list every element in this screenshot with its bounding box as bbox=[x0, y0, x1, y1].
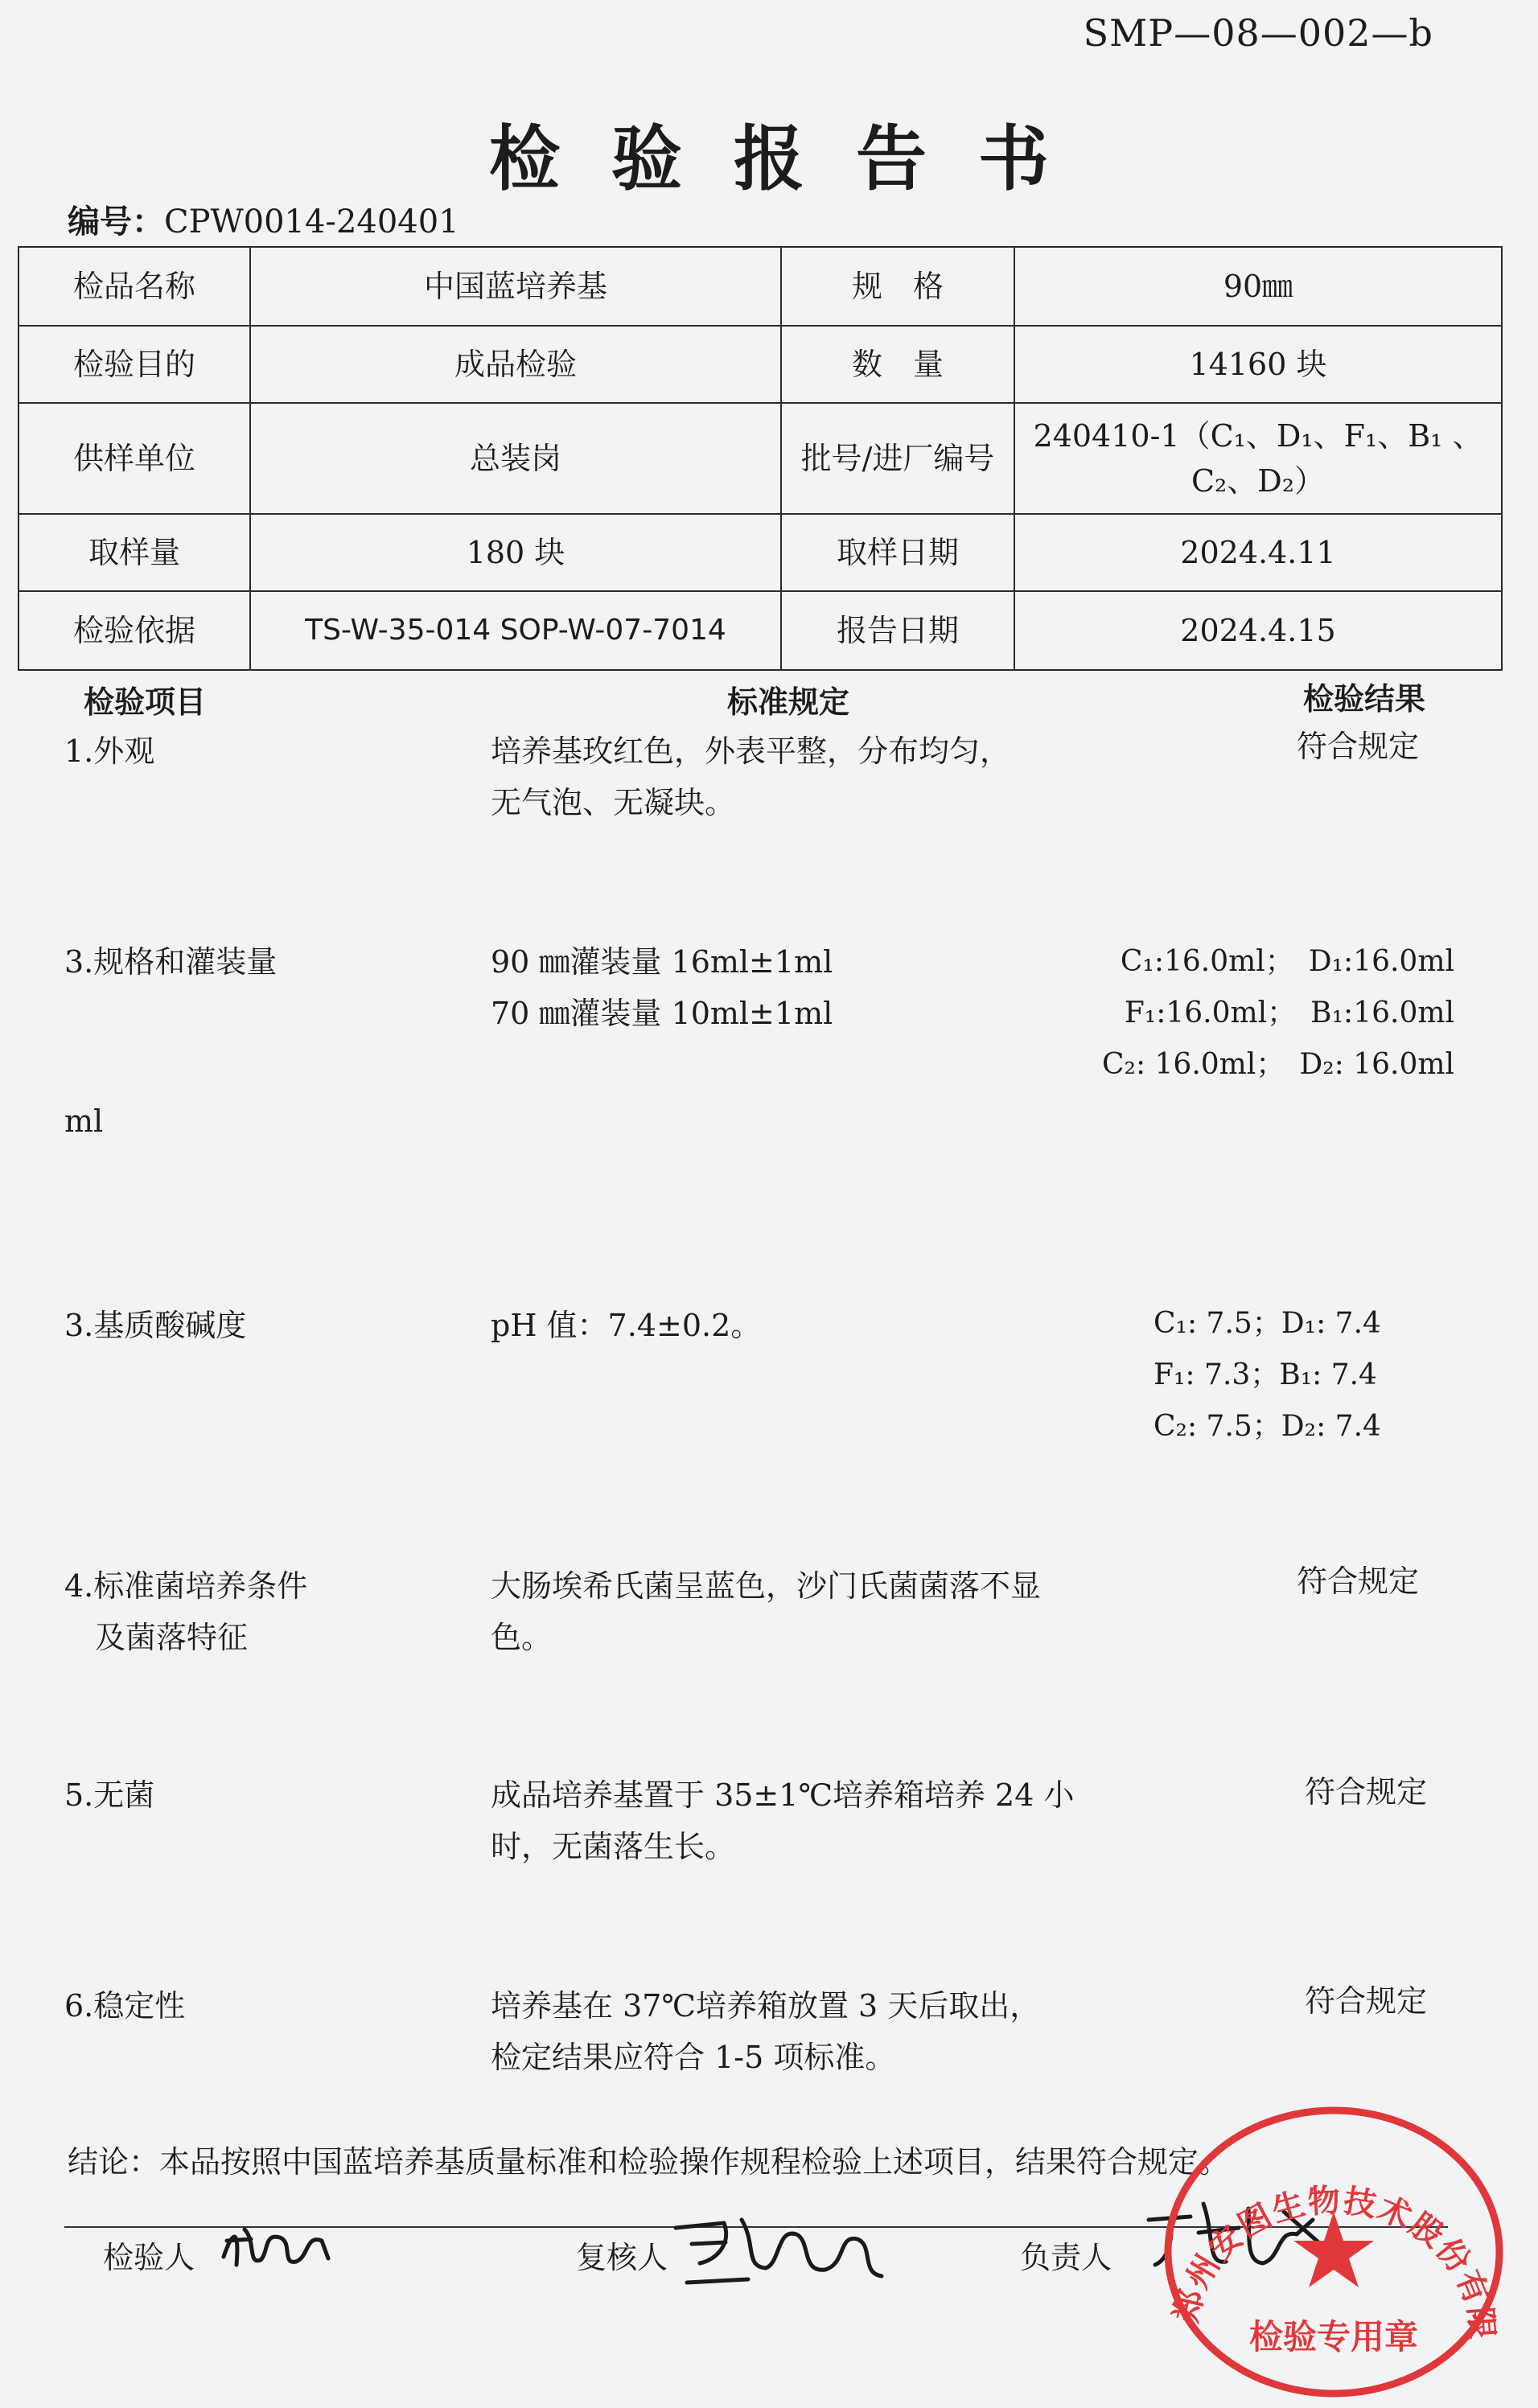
item-standard bbox=[491, 1560, 1041, 1663]
header-result: 检验结果 bbox=[1303, 680, 1426, 717]
inspection-stamp bbox=[1141, 2091, 1527, 2405]
product-name-label: 检品名称 bbox=[19, 247, 250, 326]
supplier-label: 供样单位 bbox=[19, 403, 250, 514]
quantity-label: 数 量 bbox=[781, 326, 1014, 403]
quantity-value: 14160 块 bbox=[1014, 326, 1502, 403]
standard-line: 成品培养基置于 35±1℃培养箱培养 24 小 bbox=[491, 1777, 1075, 1813]
table-row bbox=[19, 514, 1502, 591]
table-row bbox=[19, 326, 1502, 403]
item-standard: pH 值：7.4±0.2。 bbox=[491, 1308, 762, 1343]
report-number-value: CPW0014-240401 bbox=[164, 203, 459, 240]
result-line: C₁:16.0ml； D₁:16.0ml bbox=[1120, 945, 1454, 978]
item-standard bbox=[491, 725, 1010, 828]
standard-line: 培养基玫红色，外表平整，分布均匀， bbox=[491, 733, 1011, 769]
standard-line: 大肠埃希氏菌呈蓝色，沙门氏菌菌落不显 bbox=[491, 1568, 1042, 1604]
spec-label: 规 格 bbox=[781, 247, 1014, 326]
product-name-value: 中国蓝培养基 bbox=[250, 247, 781, 326]
report-number-label: 编号： bbox=[68, 203, 164, 240]
item-name: 6.稳定性 bbox=[64, 1988, 186, 2024]
item-result: 符合规定 bbox=[1305, 1774, 1428, 1810]
sample-date-value: 2024.4.11 bbox=[1014, 514, 1502, 591]
reviewer-label: 复核人 bbox=[576, 2240, 668, 2275]
spec-value: 90㎜ bbox=[1014, 247, 1502, 326]
item-name-line: 及菌落特征 bbox=[64, 1620, 249, 1655]
item-standard bbox=[491, 1980, 1040, 2083]
purpose-value: 成品检验 bbox=[250, 326, 781, 403]
table-row bbox=[19, 403, 1502, 514]
result-line: C₂: 16.0ml； D₂: 16.0ml bbox=[1101, 1048, 1454, 1081]
stamp-sub-text: 检验专用章 bbox=[1248, 2317, 1419, 2357]
standard-line: 90 ㎜灌装量 16ml±1ml bbox=[491, 944, 833, 980]
inspector-signature bbox=[216, 2209, 336, 2281]
batch-value: 240410-1（C₁、D₁、F₁、B₁ 、C₂、D₂） bbox=[1014, 403, 1502, 514]
standard-line: 时，无菌落生长。 bbox=[491, 1829, 736, 1864]
supplier-value: 总装岗 bbox=[250, 403, 781, 514]
item-result: 符合规定 bbox=[1297, 729, 1420, 764]
item-name: 5.无菌 bbox=[64, 1777, 155, 1813]
result-line: F₁: 7.3；B₁: 7.4 bbox=[1154, 1358, 1377, 1391]
report-date-label: 报告日期 bbox=[781, 591, 1014, 670]
item-name bbox=[64, 1560, 307, 1663]
info-table bbox=[18, 246, 1503, 671]
item-name: 3.基质酸碱度 bbox=[64, 1308, 247, 1343]
basis-label: 检验依据 bbox=[19, 591, 250, 670]
item-name-line: 4.标准菌培养条件 bbox=[64, 1568, 308, 1604]
table-row bbox=[19, 247, 1502, 326]
manager-label: 负责人 bbox=[1020, 2240, 1112, 2275]
standard-line: 检定结果应符合 1-5 项标准。 bbox=[491, 2040, 896, 2075]
item-result: 符合规定 bbox=[1297, 1564, 1420, 1599]
item-name: 1.外观 bbox=[64, 733, 155, 769]
header-standard: 标准规定 bbox=[727, 684, 850, 720]
result-line: C₁: 7.5；D₁: 7.4 bbox=[1154, 1307, 1381, 1340]
result-line: F₁:16.0ml； B₁:16.0ml bbox=[1124, 996, 1454, 1029]
item-standard bbox=[491, 1769, 1074, 1872]
table-row bbox=[19, 591, 1502, 670]
basis-value: TS-W-35-014 SOP-W-07-7014 bbox=[250, 591, 781, 670]
stray-unit: ml bbox=[64, 1103, 104, 1139]
conclusion: 结论：本品按照中国蓝培养基质量标准和检验操作规程检验上述项目，结果符合规定。 bbox=[68, 2144, 1230, 2180]
report-date-value: 2024.4.15 bbox=[1014, 591, 1502, 670]
purpose-label: 检验目的 bbox=[19, 326, 250, 403]
standard-line: 无气泡、无凝块。 bbox=[491, 785, 736, 820]
sample-qty-label: 取样量 bbox=[19, 514, 250, 591]
sample-date-label: 取样日期 bbox=[781, 514, 1014, 591]
standard-line: 培养基在 37℃培养箱放置 3 天后取出， bbox=[491, 1988, 1041, 2024]
batch-label: 批号/进厂编号 bbox=[781, 403, 1014, 514]
item-result bbox=[1102, 936, 1454, 1091]
item-name: 3.规格和灌装量 bbox=[64, 944, 278, 980]
result-line: C₂: 7.5；D₂: 7.4 bbox=[1154, 1410, 1381, 1443]
standard-line: 70 ㎜灌装量 10ml±1ml bbox=[491, 996, 833, 1031]
svg-text:郑州安图生物技术股份有限公司 bbox=[1141, 2091, 1501, 2342]
page-title: 检验报告书 bbox=[488, 117, 1100, 200]
item-result: 符合规定 bbox=[1305, 1983, 1428, 2019]
report-number bbox=[68, 196, 459, 242]
sample-qty-value: 180 块 bbox=[250, 514, 781, 591]
item-result bbox=[1154, 1298, 1381, 1453]
reviewer-signature bbox=[668, 2196, 893, 2292]
item-standard bbox=[491, 936, 833, 1039]
inspector-label: 检验人 bbox=[103, 2240, 195, 2275]
header-item: 检验项目 bbox=[84, 684, 207, 720]
standard-line: 色。 bbox=[491, 1620, 553, 1655]
stamp-text: 郑州安图生物技术股份有限 bbox=[1166, 2181, 1502, 2342]
document-code: SMP—08—002—b bbox=[1083, 11, 1433, 55]
